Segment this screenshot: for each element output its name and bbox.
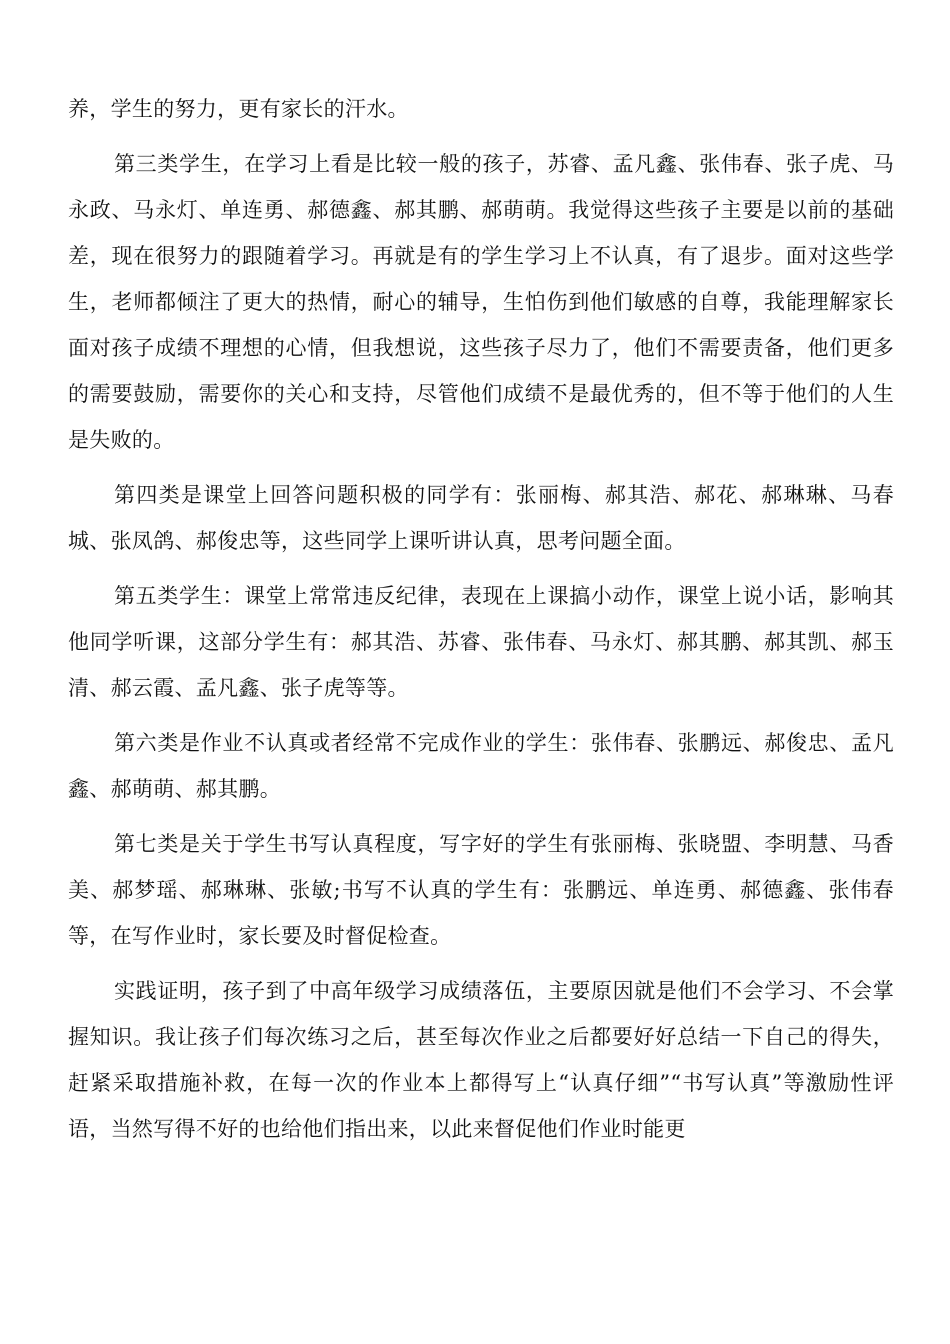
paragraph-sixth-category: 第六类是作业不认真或者经常不完成作业的学生：张伟春、张鹏远、郝俊忠、孟凡鑫、郝萌萌、郝其鹏。 <box>68 731 894 801</box>
document-body <box>68 86 894 1161</box>
paragraph-continuation: 养，学生的努力，更有家长的汗水。 <box>68 97 409 121</box>
paragraph-third-category: 第三类学生，在学习上看是比较一般的孩子，苏睿、孟凡鑫、张伟春、张子虎、马永政、马永灯、单连勇、郝德鑫、郝其鹏、郝萌萌。我觉得这些孩子主要是以前的基础差，现在很努力的跟随着学习。再就是有的学生学习上不认真，有了退步。面对这些学生，老师都倾注了更大的热情，耐心的辅导，生怕伤到他们敏感的自尊，我能理解家长面对孩子成绩不理想的心情，但我想说，这些孩子尽力了，他们不需要责备，他们更多的需要鼓励，需要你的关心和支持，尽管他们成绩不是最优秀的，但不等于他们的人生是失败的。 <box>68 152 894 452</box>
paragraph-seventh-category: 第七类是关于学生书写认真程度，写字好的学生有张丽梅、张晓盟、李明慧、马香美、郝梦瑶、郝琳琳、张敏;书写不认真的学生有：张鹏远、单连勇、郝德鑫、张伟春等，在写作业时，家长要及时督促检查。 <box>68 832 894 948</box>
paragraph-fourth-category: 第四类是课堂上回答问题积极的同学有：张丽梅、郝其浩、郝花、郝琳琳、马春城、张凤鸽、郝俊忠等，这些同学上课听讲认真，思考问题全面。 <box>68 483 894 553</box>
paragraph-fifth-category: 第五类学生：课堂上常常违反纪律，表现在上课搞小动作，课堂上说小话，影响其他同学听课，这部分学生有：郝其浩、苏睿、张伟春、马永灯、郝其鹏、郝其凯、郝玉清、郝云霞、孟凡鑫、张子虎等等。 <box>68 584 894 700</box>
paragraph-practice-proof: 实践证明，孩子到了中高年级学习成绩落伍，主要原因就是他们不会学习、不会掌握知识。我让孩子们每次练习之后，甚至每次作业之后都要好好总结一下自己的得失，赶紧采取措施补救，在每一次的作业本上都得写上“认真仔细”“书写认真”等激励性评语，当然写得不好的也给他们指出来，以此来督促他们作业时能更 <box>68 979 894 1141</box>
